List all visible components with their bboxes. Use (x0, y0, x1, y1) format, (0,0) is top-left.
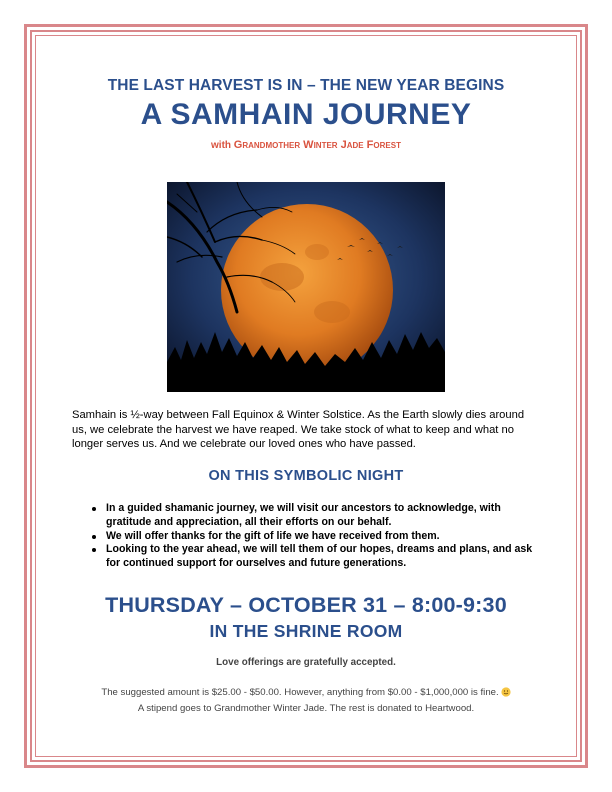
event-location: IN THE SHRINE ROOM (209, 621, 403, 641)
host-line (40, 139, 572, 151)
bullet-item: Looking to the year ahead, we will tell them of our hopes, dreams and plans, and ask for continued support for ourselves and future generations. (106, 543, 546, 571)
host-name: Grandmother Winter Jade Forest (233, 139, 401, 151)
host-prefix: with (211, 140, 234, 151)
flyer-title: A SAMHAIN JOURNEY (140, 98, 472, 131)
offering-note: Love offerings are gratefully accepted. (216, 657, 396, 668)
flyer-pre-title: THE LAST HARVEST IS IN – THE NEW YEAR BEGINS (107, 77, 505, 94)
intro-paragraph: Samhain is ½-way between Fall Equinox & Winter Solstice. As the Earth slowly dies around us, we celebrate the harvest we have reaped. We take stock of what to keep and what no longer serves us. And we celebrate our loved ones who have passed. (72, 409, 525, 450)
suggested-line-2: A stipend goes to Grandmother Winter Jade. The rest is donated to Heartwood. (137, 703, 475, 714)
flyer-content (40, 40, 572, 752)
suggested-amount-text: The suggested amount is $25.00 - $50.00. However, anything from $0.00 - $1,000,000 is fine. (101, 687, 499, 698)
suggested-line-1 (40, 685, 572, 701)
section-heading: ON THIS SYMBOLIC NIGHT (208, 468, 404, 484)
bullet-item: In a guided shamanic journey, we will visit our ancestors to acknowledge, with gratitude and appreciation, all their efforts on our behalf. (106, 502, 546, 530)
smiley-icon (501, 687, 511, 697)
harvest-moon-photo (167, 182, 445, 392)
event-date-time: THURSDAY – OCTOBER 31 – 8:00-9:30 (105, 593, 507, 617)
suggested-donation (40, 685, 572, 717)
bullet-item: We will offer thanks for the gift of life we have received from them. (106, 530, 546, 544)
event-bullet-list (106, 502, 546, 571)
